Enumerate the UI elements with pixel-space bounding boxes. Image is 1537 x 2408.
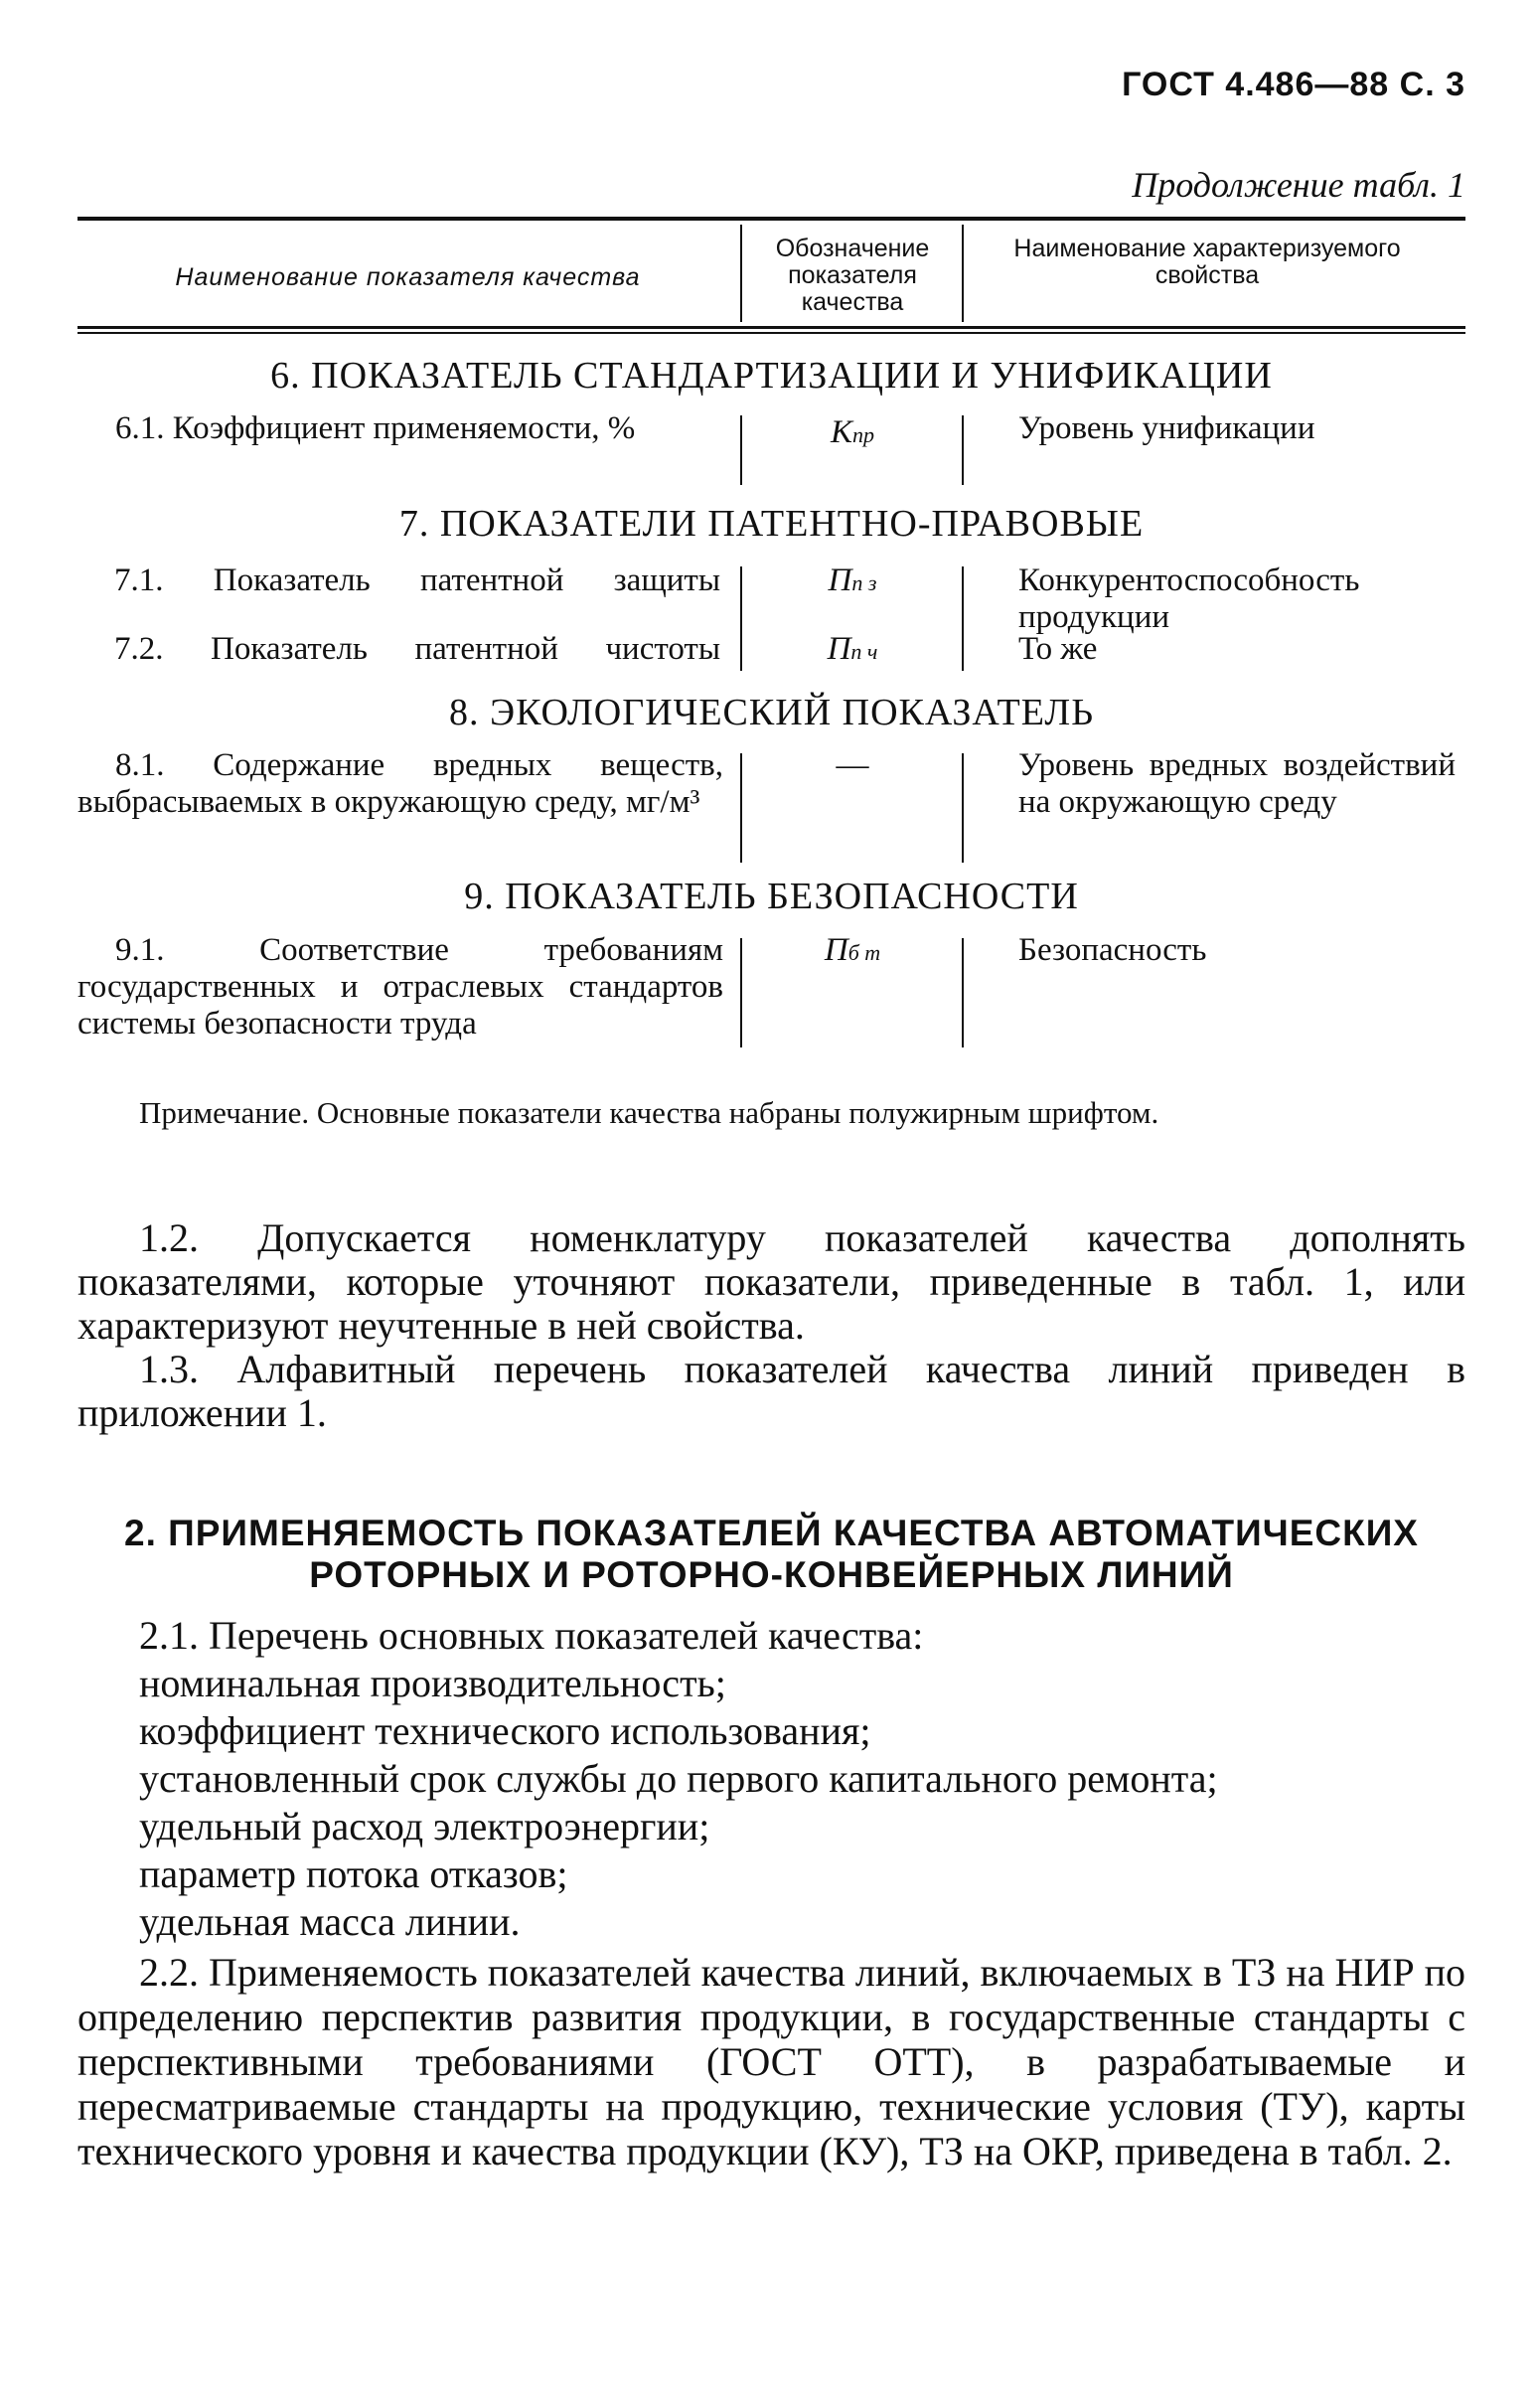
indicator-name: 9.1. Соответствие требованиям государственных и отраслевых стандартов системы безопасности труда bbox=[77, 932, 723, 1042]
column-separator bbox=[962, 753, 964, 863]
indicator-symbol: Пп з bbox=[828, 562, 877, 598]
column-separator bbox=[962, 415, 964, 485]
indicator-property: Уровень вредных воздействий на окружающую среду bbox=[1018, 747, 1456, 820]
indicator-name: 8.1. Содержание вредных веществ, выбрасываемых в окружающую среду, мг/м³ bbox=[77, 747, 723, 820]
column-header-name: Наименование показателя качества bbox=[175, 263, 641, 291]
paragraph-2-1: 2.1. Перечень основных показателей качества: bbox=[139, 1613, 924, 1658]
list-item: параметр потока отказов; bbox=[139, 1851, 568, 1896]
column-header-property: Наименование характеризуемого свойства bbox=[1013, 235, 1401, 289]
section-title: 7. ПОКАЗАТЕЛИ ПАТЕНТНО-ПРАВОВЫЕ bbox=[398, 503, 1145, 545]
paragraph-1-3: 1.3. Алфавитный перечень показателей качества линий приведен в приложении 1. bbox=[77, 1347, 1465, 1435]
indicator-symbol: — bbox=[836, 747, 869, 783]
header-separator bbox=[962, 225, 964, 322]
section-heading-line-1: 2. ПРИМЕНЯЕМОСТЬ ПОКАЗАТЕЛЕЙ КАЧЕСТВА АВТОМАТИЧЕСКИХ bbox=[124, 1513, 1419, 1553]
indicator-symbol: Пб т bbox=[824, 932, 881, 968]
table-continuation-label: Продолжение табл. 1 bbox=[1132, 165, 1465, 205]
indicator-property: Безопасность bbox=[1018, 932, 1207, 968]
indicator-name: 6.1. Коэффициент применяемости, % bbox=[115, 410, 636, 446]
table-top-rule bbox=[77, 217, 1465, 221]
column-separator bbox=[740, 566, 742, 671]
column-separator bbox=[962, 566, 964, 671]
section-title: 6. ПОКАЗАТЕЛЬ СТАНДАРТИЗАЦИИ И УНИФИКАЦИИ bbox=[270, 355, 1273, 397]
list-item: номинальная производительность; bbox=[139, 1661, 726, 1705]
paragraph-2-2: 2.2. Применяемость показателей качества линий, включаемых в ТЗ на НИР по определению перспектив развития продукции, в государственные стандарты с перспективными требованиями (ГОСТ ОТТ), в разрабатываемые и пересматриваемые стандарты на продукцию, технические условия (ТУ), карты технического уровня и качества продукции (КУ), ТЗ на ОКР, приведена в табл. 2. bbox=[77, 1950, 1465, 2173]
column-header-symbol: Обозначение показателя качества bbox=[775, 235, 930, 316]
paragraph-1-2: 1.2. Допускается номенклатуру показателей качества дополнять показателями, которые уточняют показатели, приведенные в табл. 1, или характеризуют неучтенные в ней свойства. bbox=[77, 1215, 1465, 1348]
section-title: 8. ЭКОЛОГИЧЕСКИЙ ПОКАЗАТЕЛЬ bbox=[448, 692, 1095, 733]
table-header-rule bbox=[77, 326, 1465, 334]
list-item: коэффициент технического использования; bbox=[139, 1708, 871, 1753]
list-item: удельная масса линии. bbox=[139, 1899, 521, 1944]
indicator-name: 7.1. Показатель патентной защиты bbox=[114, 562, 720, 598]
indicator-property: Уровень унификации bbox=[1018, 410, 1315, 446]
indicator-property: Конкурентоспособность продукции bbox=[1018, 562, 1360, 635]
section-heading-line-2: РОТОРНЫХ И РОТОРНО-КОНВЕЙЕРНЫХ ЛИНИЙ bbox=[309, 1554, 1234, 1595]
list-item: установленный срок службы до первого капитального ремонта; bbox=[139, 1756, 1218, 1801]
table-note: Примечание. Основные показатели качества набраны полужирным шрифтом. bbox=[139, 1095, 1159, 1130]
page-header: ГОСТ 4.486—88 С. 3 bbox=[1122, 66, 1465, 103]
indicator-name: 7.2. Показатель патентной чистоты bbox=[114, 631, 720, 667]
indicator-property: То же bbox=[1018, 631, 1098, 667]
column-separator bbox=[740, 753, 742, 863]
column-separator bbox=[740, 938, 742, 1047]
column-separator bbox=[962, 938, 964, 1047]
indicator-symbol: Кпр bbox=[831, 414, 874, 450]
column-separator bbox=[740, 415, 742, 485]
indicator-symbol: Пп ч bbox=[827, 631, 878, 667]
list-item: удельный расход электроэнергии; bbox=[139, 1804, 710, 1848]
header-separator bbox=[740, 225, 742, 322]
section-title: 9. ПОКАЗАТЕЛЬ БЕЗОПАСНОСТИ bbox=[464, 876, 1079, 917]
